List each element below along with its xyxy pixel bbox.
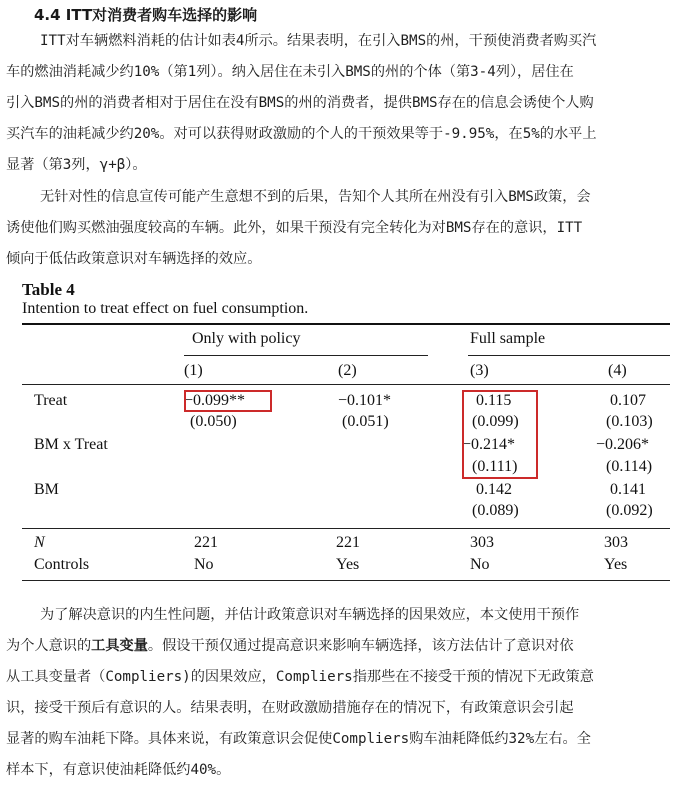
row-label-bm: BM xyxy=(34,481,59,498)
table-cell: −0.206* xyxy=(596,436,650,453)
table-cell: −0.101* xyxy=(338,392,392,409)
table-cell: (0.114) xyxy=(606,458,653,475)
column-number: (2) xyxy=(338,362,357,379)
paragraph-line: 诱使他们购买燃油强度较高的车辆。此外，如果干预没有完全转化为对BMS存在的意识，ITT xyxy=(6,220,583,236)
paragraph-line: 买汽车的油耗减少约20%。对可以获得财政激励的个人的干预效果等于-9.95%，在5%的水平上 xyxy=(6,126,597,142)
paragraph-unintended-consequences xyxy=(6,182,690,275)
table-cell: (0.099) xyxy=(472,413,519,430)
table-caption: Intention to treat effect on fuel consumption. xyxy=(22,300,309,317)
paragraph-line: 无针对性的信息宣传可能产生意想不到的后果，告知个人其所在州没有引入BMS政策，会 xyxy=(40,189,591,205)
row-label-bm-x-treat: BM x Treat xyxy=(34,436,108,453)
table-cell: 0.142 xyxy=(476,481,512,498)
paragraph-line: 显著的购车油耗下降。具体来说，有政策意识会促使Compliers购车油耗降低约32%左右。全 xyxy=(6,731,591,747)
table-stats-rule xyxy=(22,528,670,529)
paragraph-line: 引入BMS的州的消费者相对于居住在没有BMS的州的消费者，提供BMS存在的信息会诱使个人购 xyxy=(6,95,594,111)
table-title: Table 4 xyxy=(22,280,75,299)
table-cell: 303 xyxy=(604,534,628,551)
table-cell: (0.111) xyxy=(472,458,518,475)
table-cell: −0.099** xyxy=(184,392,246,409)
bold-term: 工具变量 xyxy=(91,638,148,654)
column-number: (4) xyxy=(608,362,627,379)
paragraph-line: ITT对车辆燃料消耗的估计如表4所示。结果表明，在引入BMS的州，干预使消费者购买汽 xyxy=(40,33,597,49)
paragraph-line: 样本下，有意识使油耗降低约40%。 xyxy=(6,762,231,778)
table-cell: 0.115 xyxy=(476,392,512,409)
section-heading: 4.4 ITT对消费者购车选择的影响 xyxy=(34,6,258,24)
table-cell: 221 xyxy=(336,534,360,551)
paragraph-instrumental-variable xyxy=(6,600,690,786)
table-top-rule xyxy=(22,323,670,325)
paragraph-line: 为个人意识的工具变量。假设干预仅通过提高意识来影响车辆选择，该方法估计了意识对依 xyxy=(6,638,574,654)
row-label-n: N xyxy=(34,534,45,551)
table-cell: 303 xyxy=(470,534,494,551)
table-cell: No xyxy=(194,556,214,573)
group-header-full-sample: Full sample xyxy=(470,330,546,347)
regression-table xyxy=(22,280,670,580)
column-number: (3) xyxy=(470,362,489,379)
group-rule-full xyxy=(468,355,670,356)
paragraph-line: 从工具变量者（Compliers)的因果效应，Compliers指那些在不接受干预的情况下无政策意 xyxy=(6,669,594,685)
table-cell: (0.089) xyxy=(472,502,519,519)
table-bottom-rule xyxy=(22,580,670,581)
group-header-only-with-policy: Only with policy xyxy=(192,330,301,347)
table-cell: 0.141 xyxy=(610,481,646,498)
group-rule-policy xyxy=(184,355,428,356)
highlight-box-treat-col1 xyxy=(184,390,272,412)
table-cell: (0.050) xyxy=(190,413,237,430)
table-header-rule xyxy=(22,384,670,385)
table-cell: Yes xyxy=(604,556,628,573)
table-cell: No xyxy=(470,556,490,573)
paragraph-line: 车的燃油消耗减少约10%（第1列）。纳入居住在未引入BMS的州的个体（第3-4列），居住在 xyxy=(6,64,574,80)
highlight-box-full-sample-col3 xyxy=(462,390,538,479)
row-label-controls: Controls xyxy=(34,556,90,573)
table-cell: Yes xyxy=(336,556,360,573)
column-number: (1) xyxy=(184,362,203,379)
paragraph-line: 为了解决意识的内生性问题，并估计政策意识对车辆选择的因果效应，本文使用干预作 xyxy=(40,607,580,623)
table-cell: 221 xyxy=(194,534,218,551)
table-cell: (0.103) xyxy=(606,413,653,430)
paragraph-line: 显著（第3列，γ+β）。 xyxy=(6,157,147,173)
table-cell: (0.051) xyxy=(342,413,389,430)
paragraph-itt-results xyxy=(6,26,690,181)
table-cell: (0.092) xyxy=(606,502,653,519)
paragraph-line: 识，接受干预后有意识的人。结果表明，在财政激励措施存在的情况下，有政策意识会引起 xyxy=(6,700,574,716)
table-cell: −0.214* xyxy=(462,436,516,453)
row-label-treat: Treat xyxy=(34,392,68,409)
table-cell: 0.107 xyxy=(610,392,646,409)
paragraph-line: 倾向于低估政策意识对车辆选择的效应。 xyxy=(6,251,262,267)
